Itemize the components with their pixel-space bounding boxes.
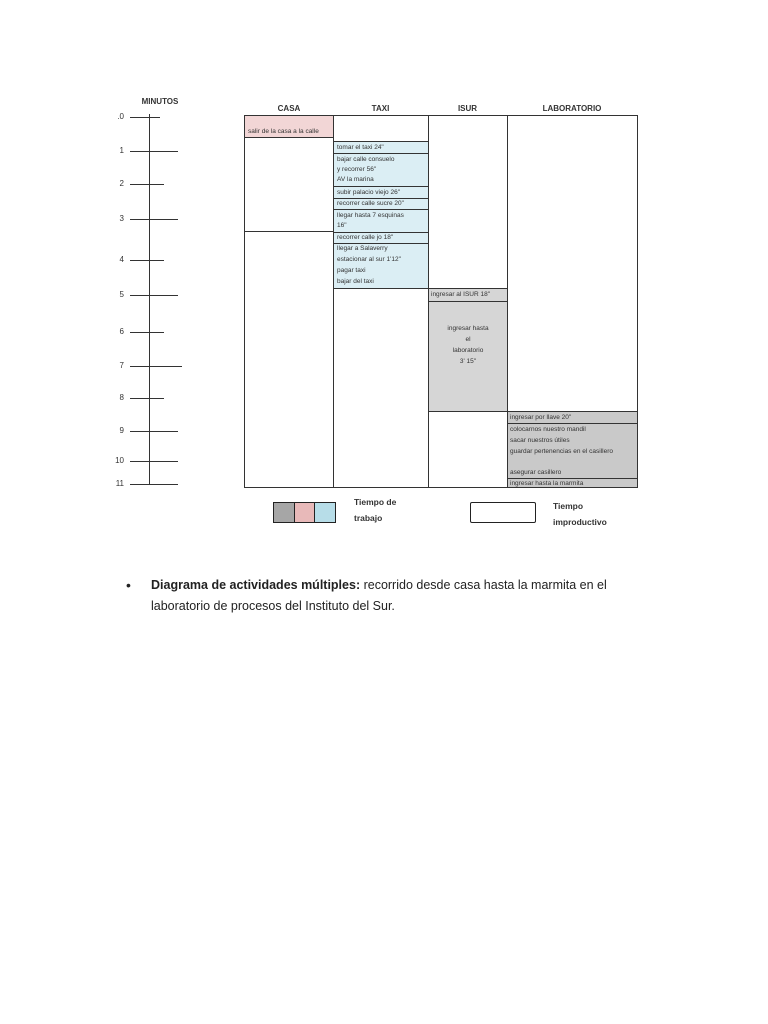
axis-tick	[130, 260, 164, 261]
legend-idle-label-line2: improductivo	[553, 517, 607, 527]
legend-idle-swatch	[470, 502, 536, 523]
caption-text: recorrido desde casa hasta la marmita en el laboratorio de procesos del Instituto del Sur.	[151, 578, 607, 613]
taxi-activity-text: bajar del taxi	[337, 278, 374, 285]
lab-activity-text: asegurar casillero	[510, 469, 562, 476]
axis-tick-label: .0	[117, 112, 124, 121]
isur-activity-text: 3' 15"	[459, 358, 477, 365]
lab-activity-text: ingresar por llave 20"	[510, 414, 572, 421]
lab-activity-text: ingresar hasta la marmita	[510, 480, 584, 487]
axis-tick-label: 9	[119, 426, 124, 435]
lab-activity-text: guardar pertenencias en el casillero	[510, 448, 613, 455]
taxi-activity-text: llegar a Salaverry	[337, 245, 388, 252]
column-header-taxi: TAXI	[371, 104, 390, 113]
axis-tick	[130, 431, 178, 432]
taxi-activity-text: subir palacio viejo 26"	[337, 189, 401, 196]
axis-line	[149, 114, 150, 485]
legend-work-label-line1: Tiempo de	[354, 497, 397, 507]
axis-title: MINUTOS	[141, 97, 179, 106]
legend-swatch-blue	[315, 503, 335, 522]
axis-tick-label: 11	[115, 479, 124, 488]
axis-tick-label: 5	[119, 290, 124, 299]
taxi-activity-text: pagar taxi	[337, 267, 366, 274]
isur-activity-text: ingresar hasta	[447, 325, 489, 332]
legend-work-label-line2: trabajo	[354, 513, 383, 523]
axis-tick	[130, 366, 182, 367]
taxi-activity-text: tomar el taxi 24"	[337, 144, 384, 151]
axis-tick-label: 6	[119, 327, 124, 336]
taxi-activity-text: llegar hasta 7 esquinas	[337, 212, 404, 219]
isur-activity-text: el	[465, 336, 471, 343]
taxi-activity-text: 16"	[337, 222, 347, 229]
legend-idle-label-line1: Tiempo	[553, 501, 584, 511]
isur-activity-text: laboratorio	[452, 347, 484, 354]
caption-bold: Diagrama de actividades múltiples:	[151, 578, 361, 592]
axis-tick-label: 10	[115, 456, 124, 465]
legend-swatch-gray	[274, 503, 295, 522]
taxi-activity-text: recorrer calle sucre 20"	[337, 200, 404, 207]
figure-caption	[151, 575, 651, 617]
axis-tick-label: 7	[119, 361, 124, 370]
axis-tick	[130, 398, 164, 399]
column-header-laboratorio: LABORATORIO	[542, 104, 602, 113]
axis-tick-label: 8	[119, 393, 124, 402]
axis-tick-label: 2	[119, 179, 124, 188]
axis-tick	[130, 295, 178, 296]
axis-tick	[130, 151, 178, 152]
axis-tick-label: 3	[119, 214, 124, 223]
axis-tick	[130, 219, 178, 220]
isur-activity-text: ingresar al ISUR 18"	[431, 291, 491, 298]
axis-tick-label: 4	[119, 255, 124, 264]
axis-tick	[130, 117, 160, 118]
casa-idle-block	[244, 137, 334, 232]
taxi-activity-text: y recorrer 56"	[337, 166, 377, 173]
casa-activity-text: salir de la casa a la calle	[248, 128, 319, 135]
legend-idle-label	[553, 498, 607, 530]
caption-bullet: •	[126, 577, 131, 593]
column-header-isur: ISUR	[457, 104, 478, 113]
taxi-activity-text: recorrer calle jo 18"	[337, 234, 394, 241]
axis-tick	[130, 461, 178, 462]
taxi-activity-text: estacionar al sur 1'12"	[337, 256, 401, 263]
column-header-casa: CASA	[277, 104, 301, 113]
axis-tick	[130, 332, 164, 333]
lab-activity-text: colocarnos nuestro mandil	[510, 426, 586, 433]
taxi-activity-text: AV la marina	[337, 176, 374, 183]
taxi-activity-text: bajar calle consuelo	[337, 156, 395, 163]
legend-swatch-pink	[295, 503, 316, 522]
axis-tick-label: 1	[119, 146, 124, 155]
axis-tick	[130, 484, 178, 485]
legend-work-swatches	[273, 502, 336, 523]
legend-work-label	[354, 494, 396, 526]
axis-tick	[130, 184, 164, 185]
lab-activity-text: sacar nuestros útiles	[510, 437, 570, 444]
